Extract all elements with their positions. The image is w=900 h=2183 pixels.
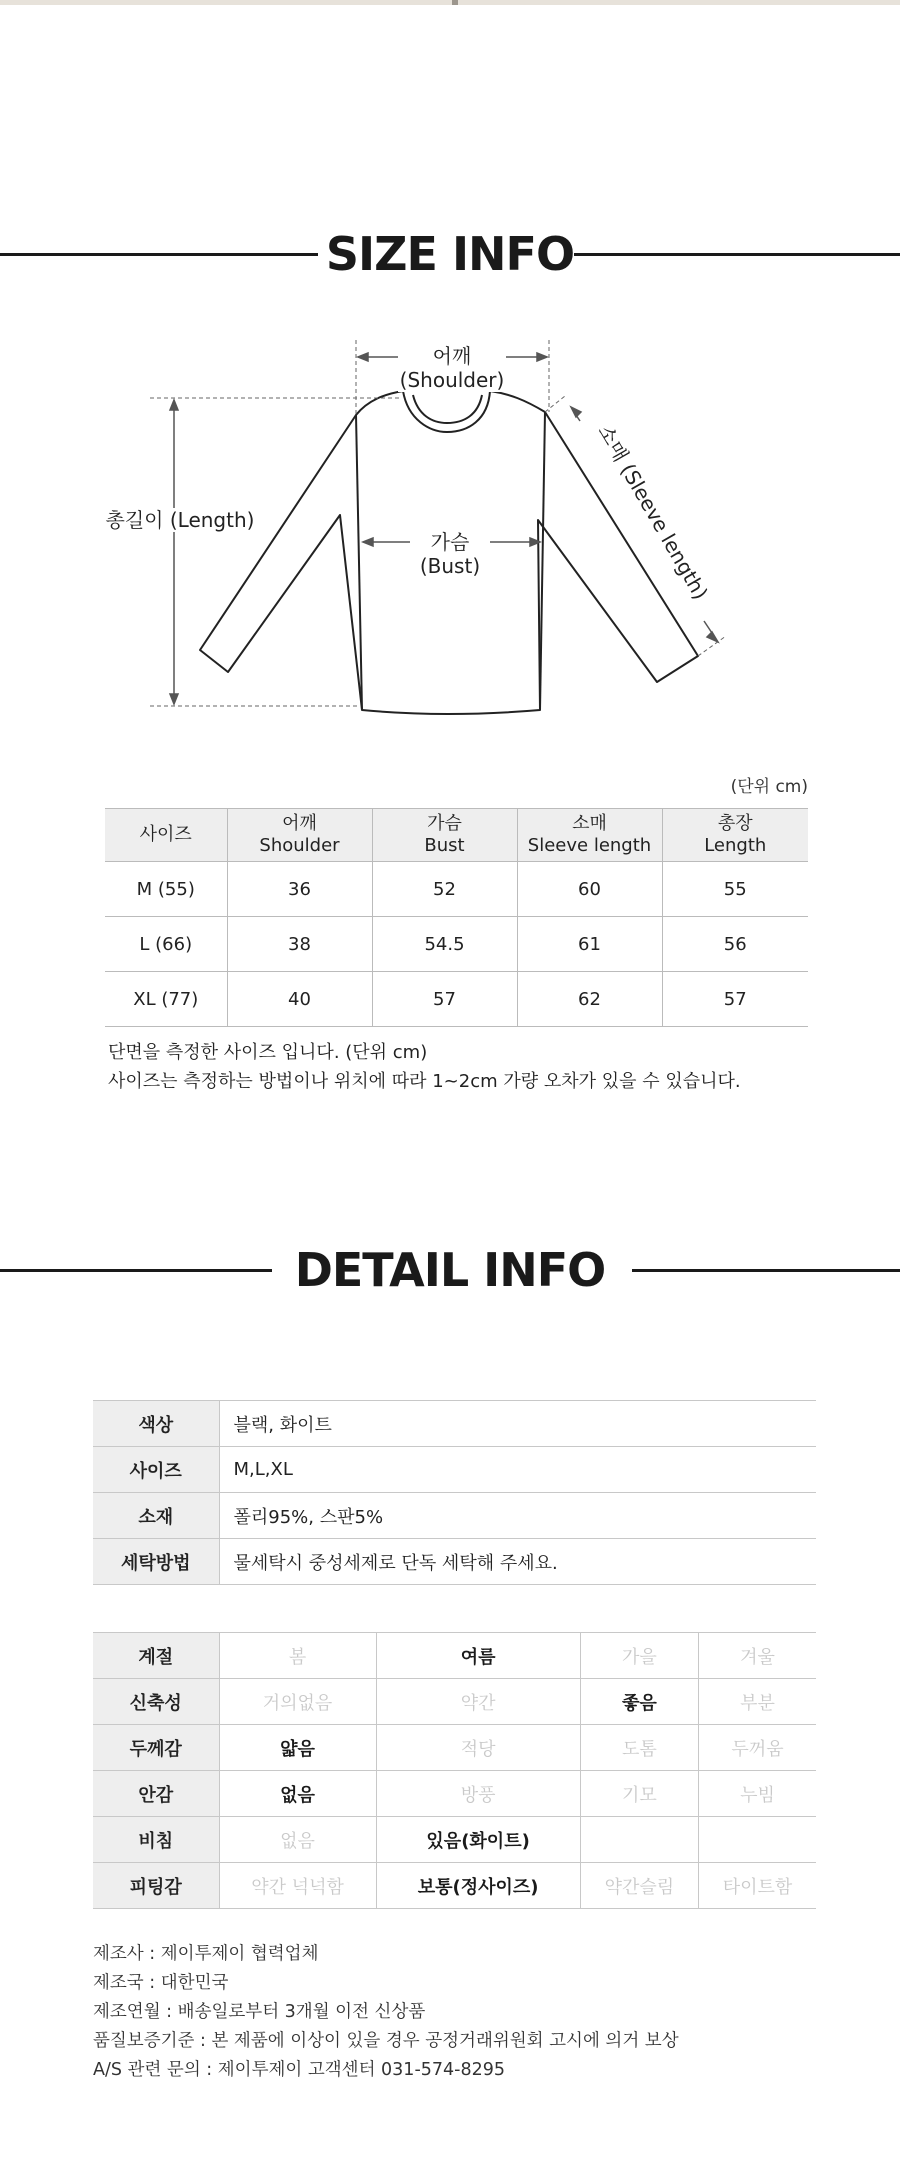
length-cell: 55 [662, 862, 808, 917]
feature-option: 겨울 [699, 1633, 816, 1679]
header-bust [372, 809, 517, 862]
heading-rule-right [632, 1269, 900, 1272]
maker-label: 품질보증기준 : [93, 2031, 206, 2051]
feature-row [93, 1863, 816, 1909]
shoulder-label [398, 344, 506, 392]
maker-label: 제조사 : [93, 1944, 156, 1964]
spec-value: 물세탁시 중성세제로 단독 세탁해 주세요. [219, 1539, 816, 1585]
feature-option: 약간 넉넉함 [219, 1863, 376, 1909]
size-notes [108, 1038, 741, 1096]
size-cell: M (55) [105, 862, 227, 917]
feature-option [699, 1817, 816, 1863]
length-label: 총길이 (Length) [100, 508, 260, 532]
spec-row [93, 1401, 816, 1447]
spec-label: 소재 [93, 1493, 219, 1539]
maker-label: 제조국 : [93, 1973, 156, 1993]
spec-label: 색상 [93, 1401, 219, 1447]
feature-option: 부분 [699, 1679, 816, 1725]
header-size-ko: 사이즈 [139, 824, 192, 845]
bust-label-ko: 가슴 [430, 530, 470, 554]
top-photo-strip [0, 0, 900, 5]
spec-label: 사이즈 [93, 1447, 219, 1493]
maker-row [93, 2056, 679, 2085]
feature-option: 보통(정사이즈) [376, 1863, 580, 1909]
feature-option: 약간슬림 [580, 1863, 698, 1909]
maker-value: 배송일로부터 3개월 이전 신상품 [177, 2002, 426, 2022]
header-shoulder-en: Shoulder [259, 835, 340, 856]
bust-cell: 57 [372, 972, 517, 1027]
maker-value: 본 제품에 이상이 있을 경우 공정거래위원회 고시에 의거 보상 [211, 2031, 679, 2051]
feature-label: 비침 [93, 1817, 219, 1863]
maker-label: A/S 관련 문의 : [93, 2060, 213, 2080]
header-shoulder [227, 809, 372, 862]
maker-row [93, 1940, 679, 1969]
header-sleeve-ko: 소매 [572, 813, 607, 834]
feature-option: 여름 [376, 1633, 580, 1679]
bust-label-en: (Bust) [419, 554, 481, 578]
size-info-heading [0, 224, 900, 284]
detail-info-heading [0, 1240, 900, 1300]
header-size [105, 809, 227, 862]
feature-option [580, 1817, 698, 1863]
feature-option: 없음 [219, 1771, 376, 1817]
spec-value: 폴리95%, 스판5% [219, 1493, 816, 1539]
maker-value: 대한민국 [160, 1973, 229, 1993]
manufacturer-info [93, 1940, 679, 2085]
photo-edge [452, 0, 458, 5]
size-note-line: 사이즈는 측정하는 방법이나 위치에 따라 1~2cm 가량 오차가 있을 수 있습니다. [108, 1071, 741, 1092]
feature-row [93, 1725, 816, 1771]
feature-option: 없음 [219, 1817, 376, 1863]
feature-option: 봄 [219, 1633, 376, 1679]
spec-value: M,L,XL [219, 1447, 816, 1493]
sleeve-cell: 62 [517, 972, 662, 1027]
size-cell: XL (77) [105, 972, 227, 1027]
spec-value: 블랙, 화이트 [219, 1401, 816, 1447]
spec-row [93, 1493, 816, 1539]
spec-row [93, 1539, 816, 1585]
sleeve-cell: 61 [517, 917, 662, 972]
maker-row [93, 1998, 679, 2027]
feature-label: 두께감 [93, 1725, 219, 1771]
shoulder-cell: 40 [227, 972, 372, 1027]
header-length-ko: 총장 [717, 813, 753, 834]
maker-row [93, 2027, 679, 2056]
header-bust-ko: 가슴 [427, 813, 462, 834]
header-shoulder-ko: 어깨 [282, 813, 317, 834]
header-length [662, 809, 808, 862]
header-length-en: Length [704, 835, 767, 856]
sleeve-cell: 60 [517, 862, 662, 917]
heading-rule-right [574, 253, 900, 256]
length-cell: 57 [662, 972, 808, 1027]
size-chart-table [105, 808, 808, 1027]
spec-row [93, 1447, 816, 1493]
product-feature-table [93, 1632, 816, 1909]
feature-option: 도톰 [580, 1725, 698, 1771]
feature-option: 거의없음 [219, 1679, 376, 1725]
feature-label: 계절 [93, 1633, 219, 1679]
feature-option: 기모 [580, 1771, 698, 1817]
sleeve-length-label: 소매 (Sleeve length) [593, 420, 713, 604]
feature-row [93, 1817, 816, 1863]
shoulder-cell: 36 [227, 862, 372, 917]
header-sleeve [517, 809, 662, 862]
length-cell: 56 [662, 917, 808, 972]
feature-option: 두꺼움 [699, 1725, 816, 1771]
garment-measurement-diagram [0, 320, 900, 740]
feature-row [93, 1771, 816, 1817]
unit-note: (단위 cm) [730, 777, 808, 797]
size-note-line: 단면을 측정한 사이즈 입니다. (단위 cm) [108, 1042, 428, 1063]
feature-option: 누빔 [699, 1771, 816, 1817]
maker-value: 제이투제이 고객센터 031-574-8295 [217, 2060, 506, 2080]
feature-label: 신축성 [93, 1679, 219, 1725]
bust-label [410, 530, 490, 578]
table-row [105, 972, 808, 1027]
maker-value: 제이투제이 협력업체 [160, 1944, 319, 1964]
feature-row [93, 1679, 816, 1725]
feature-option: 얇음 [219, 1725, 376, 1771]
feature-option: 방풍 [376, 1771, 580, 1817]
table-row [105, 917, 808, 972]
feature-label: 피팅감 [93, 1863, 219, 1909]
shoulder-label-ko: 어깨 [432, 344, 472, 368]
feature-option: 적당 [376, 1725, 580, 1771]
shoulder-label-en: (Shoulder) [399, 368, 505, 392]
size-cell: L (66) [105, 917, 227, 972]
size-info-title: SIZE INFO [325, 227, 575, 281]
bust-cell: 54.5 [372, 917, 517, 972]
header-bust-en: Bust [424, 835, 465, 856]
table-row [105, 862, 808, 917]
size-table-header-row [105, 809, 808, 862]
spec-label: 세탁방법 [93, 1539, 219, 1585]
bust-cell: 52 [372, 862, 517, 917]
feature-row [93, 1633, 816, 1679]
detail-info-title: DETAIL INFO [294, 1243, 606, 1297]
maker-row [93, 1969, 679, 1998]
feature-option: 타이트함 [699, 1863, 816, 1909]
feature-option: 약간 [376, 1679, 580, 1725]
header-sleeve-en: Sleeve length [527, 835, 652, 856]
feature-option: 가을 [580, 1633, 698, 1679]
maker-label: 제조연월 : [93, 2002, 173, 2022]
feature-label: 안감 [93, 1771, 219, 1817]
feature-option: 좋음 [580, 1679, 698, 1725]
shoulder-cell: 38 [227, 917, 372, 972]
product-spec-table [93, 1400, 816, 1585]
feature-option: 있음(화이트) [376, 1817, 580, 1863]
